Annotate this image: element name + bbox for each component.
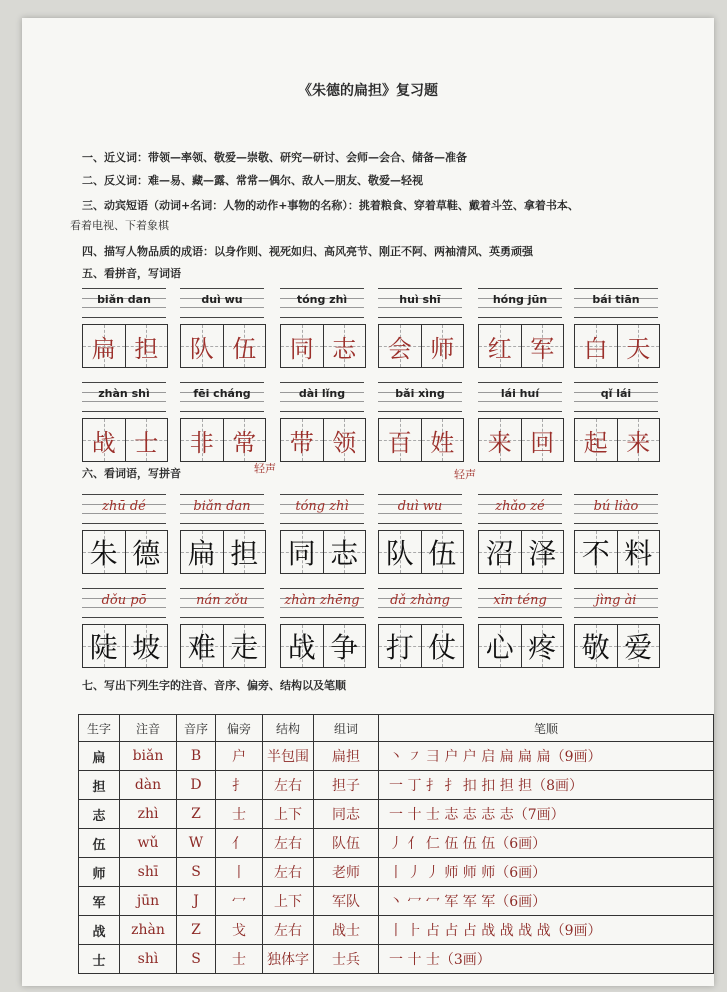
hanzi-char: 士 <box>134 428 159 457</box>
stroke-order-cell: 丨 丿 丿 师 师 师（6画） <box>379 858 714 887</box>
hanzi-char: 坡 <box>132 631 161 664</box>
initial-cell: Z <box>177 800 216 829</box>
hanzi-cell <box>379 325 422 367</box>
hanzi-char: 敬 <box>581 631 610 664</box>
hanzi-cell <box>83 531 126 573</box>
hanzi-cell <box>575 531 618 573</box>
section-3-phrases-cont: 看着电视、下着象棋 <box>70 219 169 232</box>
hanzi-cell <box>281 325 324 367</box>
hanzi-cell <box>181 419 224 461</box>
hanzi-box <box>280 418 366 462</box>
hanzi-char: 同 <box>289 334 314 363</box>
pinyin-cell: dàn <box>120 771 177 800</box>
character-table <box>78 714 714 974</box>
hanzi-cell <box>83 419 126 461</box>
pinyin-box <box>280 382 364 412</box>
structure-cell: 半包围 <box>263 742 314 771</box>
hanzi-box <box>82 324 168 368</box>
hanzi-cell <box>522 419 564 461</box>
hanzi-char: 来 <box>626 428 651 457</box>
pinyin-text: bǎi xìng <box>395 387 445 400</box>
char-cell: 军 <box>79 887 120 916</box>
hanzi-cell <box>324 531 366 573</box>
word-cell: 老师 <box>314 858 379 887</box>
pinyin-cell: wǔ <box>120 829 177 858</box>
pinyin-box <box>478 288 562 318</box>
pinyin-box <box>280 288 364 318</box>
table-row <box>79 742 714 771</box>
hanzi-cell <box>181 531 224 573</box>
hanzi-char: 志 <box>332 334 357 363</box>
table-header: 注音 <box>120 715 177 742</box>
table-header: 音序 <box>177 715 216 742</box>
word-cell: 士兵 <box>314 945 379 974</box>
structure-cell: 左右 <box>263 858 314 887</box>
hanzi-cell <box>379 625 422 667</box>
section-7-heading: 七、写出下列生字的注音、音序、偏旁、结构以及笔顺 <box>82 679 346 692</box>
hanzi-box <box>180 530 266 574</box>
hanzi-cell <box>422 625 464 667</box>
stroke-order-cell: 一 十 士 志 志 志 志（7画） <box>379 800 714 829</box>
section-5-heading: 五、看拼音，写词语 <box>82 267 181 280</box>
pinyin-box <box>574 494 658 524</box>
word-cell: 战士 <box>314 916 379 945</box>
stroke-order-cell: 丶 冖 冖 军 军 军（6画） <box>379 887 714 916</box>
structure-cell: 上下 <box>263 887 314 916</box>
pinyin-box <box>378 494 462 524</box>
pinyin-text: nán zǒu <box>196 593 248 608</box>
hanzi-char: 天 <box>626 334 651 363</box>
initial-cell: B <box>177 742 216 771</box>
hanzi-char: 军 <box>530 334 555 363</box>
pinyin-box <box>574 382 658 412</box>
hanzi-char: 红 <box>487 334 512 363</box>
pinyin-cell: biǎn <box>120 742 177 771</box>
hanzi-cell <box>618 419 660 461</box>
word-cell: 担子 <box>314 771 379 800</box>
pinyin-text: fēi cháng <box>193 387 251 400</box>
hanzi-char: 志 <box>330 537 359 570</box>
hanzi-char: 师 <box>430 334 455 363</box>
hanzi-box <box>280 324 366 368</box>
hanzi-cell <box>281 531 324 573</box>
stroke-order-cell: 丶 ㇇ 彐 户 户 启 扁 扁 扁（9画） <box>379 742 714 771</box>
char-cell: 担 <box>79 771 120 800</box>
hanzi-char: 爱 <box>624 631 653 664</box>
hanzi-cell <box>522 531 564 573</box>
table-header: 结构 <box>263 715 314 742</box>
page-title: 《朱德的扁担》复习题 <box>298 83 438 99</box>
hanzi-char: 带 <box>289 428 314 457</box>
hanzi-cell <box>324 625 366 667</box>
char-cell: 扁 <box>79 742 120 771</box>
hanzi-box <box>478 418 564 462</box>
hanzi-box <box>478 530 564 574</box>
hanzi-box <box>82 418 168 462</box>
hanzi-char: 沼 <box>485 537 514 570</box>
pinyin-box <box>280 494 364 524</box>
pinyin-text: jìng ài <box>595 593 637 608</box>
hanzi-char: 队 <box>189 334 214 363</box>
pinyin-text: huì shī <box>399 293 441 306</box>
initial-cell: S <box>177 945 216 974</box>
pinyin-box <box>180 382 264 412</box>
pinyin-box <box>180 288 264 318</box>
pinyin-box <box>280 588 364 618</box>
pinyin-text: zhàn zhēng <box>284 593 360 608</box>
hanzi-box <box>82 530 168 574</box>
pinyin-text: zhàn shì <box>98 387 150 400</box>
hanzi-char: 扁 <box>187 537 216 570</box>
hanzi-char: 争 <box>330 631 359 664</box>
char-cell: 战 <box>79 916 120 945</box>
hanzi-cell <box>324 325 366 367</box>
hanzi-cell <box>181 325 224 367</box>
hanzi-cell <box>126 625 168 667</box>
radical-cell: 士 <box>216 800 263 829</box>
hanzi-cell <box>422 419 464 461</box>
pinyin-box <box>574 288 658 318</box>
pinyin-cell: jūn <box>120 887 177 916</box>
hanzi-box <box>378 530 464 574</box>
hanzi-box <box>378 324 464 368</box>
hanzi-box <box>378 624 464 668</box>
table-header: 偏旁 <box>216 715 263 742</box>
hanzi-char: 伍 <box>232 334 257 363</box>
table-header: 组词 <box>314 715 379 742</box>
hanzi-cell <box>575 325 618 367</box>
hanzi-char: 姓 <box>430 428 455 457</box>
hanzi-cell <box>281 419 324 461</box>
hanzi-box <box>180 418 266 462</box>
hanzi-cell <box>126 419 168 461</box>
word-cell: 扁担 <box>314 742 379 771</box>
pinyin-text: qǐ lái <box>600 387 632 400</box>
pinyin-cell: zhì <box>120 800 177 829</box>
word-cell: 同志 <box>314 800 379 829</box>
hanzi-box <box>280 624 366 668</box>
worksheet <box>22 18 714 986</box>
pinyin-text: biǎn dan <box>97 293 151 306</box>
hanzi-char: 白 <box>583 334 608 363</box>
hanzi-char: 同 <box>287 537 316 570</box>
hanzi-char: 难 <box>187 631 216 664</box>
hanzi-cell <box>224 625 266 667</box>
hanzi-cell <box>479 419 522 461</box>
pinyin-box <box>478 494 562 524</box>
section-2-antonyms: 二、反义词：难—易、藏—露、常常—偶尔、敌人—朋友、敬爱—轻视 <box>82 174 423 187</box>
hanzi-cell <box>479 325 522 367</box>
hanzi-cell <box>379 419 422 461</box>
hanzi-char: 心 <box>485 631 514 664</box>
hanzi-char: 百 <box>387 428 412 457</box>
hanzi-char: 朱 <box>89 537 118 570</box>
pinyin-box <box>478 588 562 618</box>
pinyin-text: bú liào <box>593 499 639 514</box>
stroke-order-cell: 丿 亻 仁 伍 伍 伍（6画） <box>379 829 714 858</box>
hanzi-cell <box>224 419 266 461</box>
char-cell: 士 <box>79 945 120 974</box>
table-row <box>79 858 714 887</box>
radical-cell: 戈 <box>216 916 263 945</box>
hanzi-char: 疼 <box>528 631 557 664</box>
hanzi-box <box>574 530 660 574</box>
hanzi-cell <box>281 625 324 667</box>
pinyin-text: xīn téng <box>493 593 547 608</box>
radical-cell: 亻 <box>216 829 263 858</box>
hanzi-cell <box>618 531 660 573</box>
table-row <box>79 800 714 829</box>
stroke-order-cell: 丨 ⺊ 占 占 占 战 战 战 战（9画） <box>379 916 714 945</box>
char-cell: 师 <box>79 858 120 887</box>
initial-cell: Z <box>177 916 216 945</box>
char-cell: 伍 <box>79 829 120 858</box>
hanzi-char: 担 <box>230 537 259 570</box>
initial-cell: J <box>177 887 216 916</box>
note-neutral-tone-1: 轻声 <box>254 462 276 475</box>
initial-cell: D <box>177 771 216 800</box>
pinyin-text: hóng jūn <box>492 293 548 306</box>
pinyin-cell: zhàn <box>120 916 177 945</box>
section-1-synonyms: 一、近义词：带领—率领、敬爱—崇敬、研究—研讨、会师—会合、储备—准备 <box>82 151 467 164</box>
hanzi-char: 来 <box>487 428 512 457</box>
hanzi-char: 伍 <box>428 537 457 570</box>
hanzi-box <box>180 324 266 368</box>
hanzi-cell <box>479 531 522 573</box>
hanzi-cell <box>126 325 168 367</box>
hanzi-char: 常 <box>232 428 257 457</box>
hanzi-cell <box>522 625 564 667</box>
pinyin-box <box>378 588 462 618</box>
pinyin-box <box>82 288 166 318</box>
hanzi-box <box>574 624 660 668</box>
table-row <box>79 945 714 974</box>
pinyin-text: biǎn dan <box>193 499 251 514</box>
pinyin-box <box>180 494 264 524</box>
hanzi-cell <box>126 531 168 573</box>
table-body <box>79 742 714 974</box>
pinyin-text: lái huí <box>500 387 540 400</box>
pinyin-box <box>82 588 166 618</box>
table-row <box>79 771 714 800</box>
section-3-phrases: 三、动宾短语（动词+名词：人物的动作+事物的名称）：挑着粮食、穿着草鞋、戴着斗笠、拿着书本、 <box>82 199 579 212</box>
hanzi-char: 起 <box>583 428 608 457</box>
hanzi-cell <box>479 625 522 667</box>
hanzi-cell <box>181 625 224 667</box>
table-row <box>79 887 714 916</box>
hanzi-char: 仗 <box>428 631 457 664</box>
pinyin-text: dǒu pō <box>101 593 147 608</box>
pinyin-text: zhū dé <box>102 499 146 514</box>
pinyin-box <box>378 382 462 412</box>
hanzi-box <box>574 324 660 368</box>
hanzi-box <box>280 530 366 574</box>
pinyin-box <box>574 588 658 618</box>
hanzi-cell <box>324 419 366 461</box>
radical-cell: 冖 <box>216 887 263 916</box>
structure-cell: 独体字 <box>263 945 314 974</box>
hanzi-cell <box>522 325 564 367</box>
pinyin-text: tóng zhì <box>296 293 348 306</box>
pinyin-box <box>180 588 264 618</box>
hanzi-cell <box>379 531 422 573</box>
pinyin-box <box>82 494 166 524</box>
radical-cell: 扌 <box>216 771 263 800</box>
word-cell: 军队 <box>314 887 379 916</box>
hanzi-box <box>82 624 168 668</box>
hanzi-cell <box>224 531 266 573</box>
structure-cell: 左右 <box>263 829 314 858</box>
hanzi-cell <box>618 325 660 367</box>
hanzi-box <box>478 324 564 368</box>
hanzi-char: 德 <box>132 537 161 570</box>
hanzi-cell <box>83 625 126 667</box>
hanzi-char: 料 <box>624 537 653 570</box>
initial-cell: W <box>177 829 216 858</box>
pinyin-text: dài lǐng <box>298 387 346 400</box>
structure-cell: 左右 <box>263 771 314 800</box>
pinyin-text: zhǎo zé <box>495 499 545 514</box>
hanzi-char: 陡 <box>89 631 118 664</box>
hanzi-char: 扁 <box>91 334 116 363</box>
stroke-order-cell: 一 十 士（3画） <box>379 945 714 974</box>
table-header: 生字 <box>79 715 120 742</box>
pinyin-text: bái tiān <box>592 293 640 306</box>
pinyin-cell: shì <box>120 945 177 974</box>
initial-cell: S <box>177 858 216 887</box>
hanzi-char: 战 <box>287 631 316 664</box>
hanzi-char: 泽 <box>528 537 557 570</box>
table-header: 笔顺 <box>379 715 714 742</box>
word-cell: 队伍 <box>314 829 379 858</box>
radical-cell: 丨 <box>216 858 263 887</box>
hanzi-box <box>574 418 660 462</box>
hanzi-box <box>478 624 564 668</box>
pinyin-cell: shī <box>120 858 177 887</box>
pinyin-text: duì wu <box>201 293 243 306</box>
pinyin-text: dǎ zhàng <box>390 593 450 608</box>
pinyin-box <box>378 288 462 318</box>
radical-cell: 户 <box>216 742 263 771</box>
pinyin-box <box>478 382 562 412</box>
radical-cell: 士 <box>216 945 263 974</box>
hanzi-cell <box>83 325 126 367</box>
hanzi-cell <box>575 625 618 667</box>
hanzi-char: 回 <box>530 428 555 457</box>
char-cell: 志 <box>79 800 120 829</box>
hanzi-char: 担 <box>134 334 159 363</box>
pinyin-box <box>82 382 166 412</box>
hanzi-char: 打 <box>385 631 414 664</box>
hanzi-char: 走 <box>230 631 259 664</box>
hanzi-box <box>378 418 464 462</box>
hanzi-cell <box>618 625 660 667</box>
stroke-order-cell: 一 丁 扌 扌 扣 扣 担 担（8画） <box>379 771 714 800</box>
hanzi-cell <box>575 419 618 461</box>
hanzi-cell <box>224 325 266 367</box>
hanzi-box <box>180 624 266 668</box>
hanzi-char: 领 <box>332 428 357 457</box>
hanzi-char: 战 <box>91 428 116 457</box>
pinyin-text: duì wu <box>397 499 443 514</box>
table-row <box>79 916 714 945</box>
table-row <box>79 829 714 858</box>
structure-cell: 上下 <box>263 800 314 829</box>
hanzi-char: 非 <box>189 428 214 457</box>
hanzi-cell <box>422 325 464 367</box>
hanzi-char: 队 <box>385 537 414 570</box>
note-neutral-tone-2: 轻声 <box>454 468 476 481</box>
hanzi-char: 不 <box>581 537 610 570</box>
structure-cell: 左右 <box>263 916 314 945</box>
section-6-heading: 六、看词语，写拼音 <box>82 467 181 480</box>
hanzi-char: 会 <box>387 334 412 363</box>
pinyin-text: tóng zhì <box>295 499 349 514</box>
section-4-idioms: 四、描写人物品质的成语：以身作则、视死如归、高风亮节、刚正不阿、两袖清风、英勇顽强 <box>82 245 533 258</box>
hanzi-cell <box>422 531 464 573</box>
